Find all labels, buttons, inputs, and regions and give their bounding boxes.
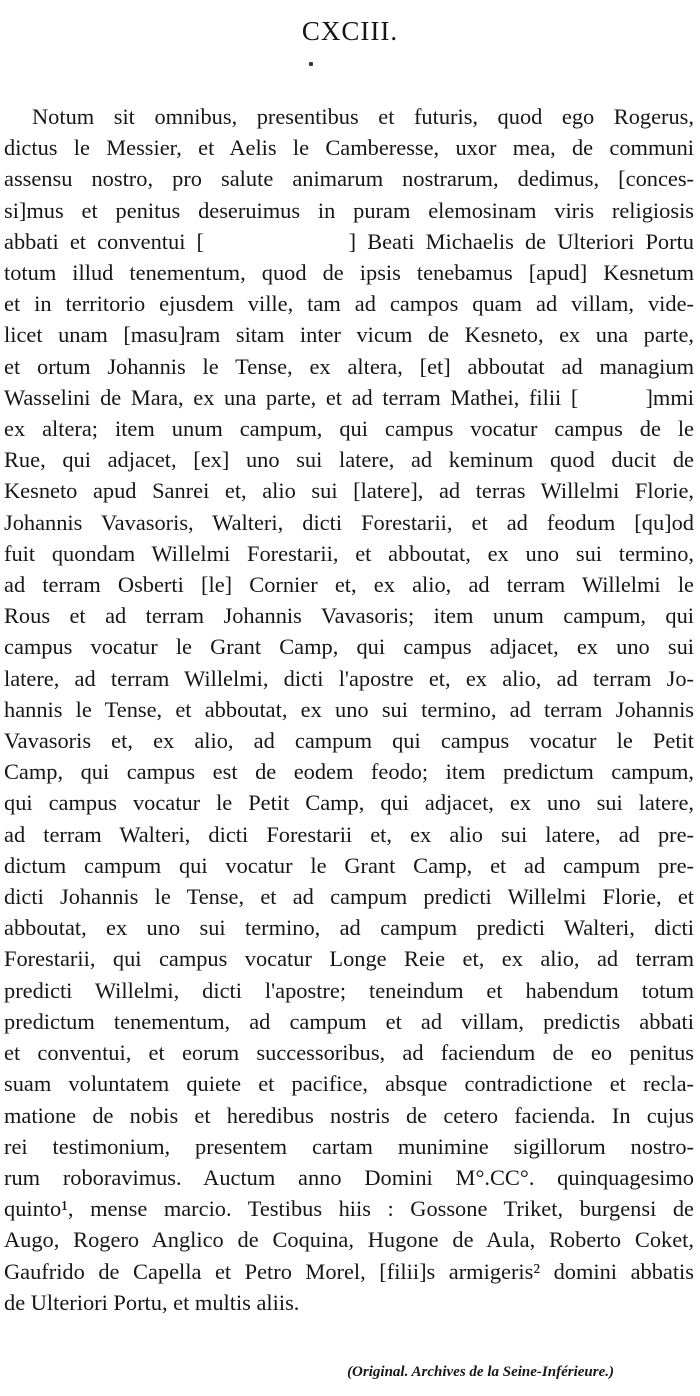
text-line: campus vocatur le Grant Camp, qui campus adjacet, ex uno sui <box>4 634 694 660</box>
charter-text <box>4 101 694 1318</box>
text-line: abboutat, ex uno sui termino, ad campum predicti Walteri, dicti <box>4 915 694 941</box>
text-line: dictum campum qui vocatur le Grant Camp, et ad campum pre- <box>4 852 694 878</box>
text-line: dictus le Messier, et Aelis le Camberesse, uxor mea, de communi <box>4 135 694 161</box>
text-line: predictum tenementum, ad campum et ad villam, predictis abbati <box>4 1008 694 1034</box>
text-line: ad terram Walteri, dicti Forestarii et, ex alio sui latere, ad pre- <box>4 821 694 847</box>
text-line: Rous et ad terram Johannis Vavasoris; item unum campum, qui <box>4 603 694 629</box>
text-line: fuit quondam Willelmi Forestarii, et abboutat, ex uno sui termino, <box>4 540 694 566</box>
text-line: latere, ad terram Willelmi, dicti l'apostre et, ex alio, ad terram Jo- <box>4 665 694 691</box>
text-line: matione de nobis et heredibus nostris de cetero facienda. In cujus <box>4 1102 694 1128</box>
text-line: Augo, Rogero Anglico de Coquina, Hugone de Aula, Roberto Coket, <box>4 1227 694 1253</box>
text-line: et in territorio ejusdem ville, tam ad campos quam ad villam, vide- <box>4 291 694 317</box>
text-line: rei testimonium, presentem cartam munimine sigillorum nostro- <box>4 1133 694 1159</box>
text-line: dicti Johannis le Tense, et ad campum predicti Willelmi Florie, et <box>4 884 694 910</box>
text-line: suam voluntatem quiete et pacifice, absque contradictione et recla- <box>4 1071 694 1097</box>
charter-number: CXCIII. <box>301 16 399 46</box>
text-line: qui campus vocatur le Petit Camp, qui adjacet, ex uno sui latere, <box>4 790 694 816</box>
text-line: licet unam [masu]ram sitam inter vicum de Kesneto, ex una parte, <box>4 322 694 348</box>
text-line: Gaufrido de Capella et Petro Morel, [filii]s armigeris² domini abbatis <box>4 1258 694 1284</box>
source-citation: (Original. Archives de la Seine-Inférieure.) <box>347 1364 614 1380</box>
text-line: quinto¹, mense marcio. Testibus hiis : Gossone Triket, burgensi de <box>4 1196 694 1222</box>
text-line: Rue, qui adjacet, [ex] uno sui latere, ad keminum quod ducit de <box>4 447 694 473</box>
text-line: Notum sit omnibus, presentibus et futuris, quod ego Rogerus, <box>32 104 694 129</box>
text-line: Forestarii, qui campus vocatur Longe Reie et, ex alio, ad terram <box>4 946 694 972</box>
text-line: Camp, qui campus est de eodem feodo; item predictum campum, <box>4 759 694 785</box>
text-line: hannis le Tense, et abboutat, ex uno sui termino, ad terram Johannis <box>4 696 694 722</box>
text-line: Johannis Vavasoris, Walteri, dicti Forestarii, et ad feodum [qu]od <box>4 509 694 535</box>
text-line: ad terram Osberti [le] Cornier et, ex alio, ad terram Willelmi le <box>4 572 694 598</box>
text-line: et conventui, et eorum successoribus, ad faciendum de eo penitus <box>4 1040 694 1066</box>
text-line: Wasselini de Mara, ex una parte, et ad terram Mathei, filii [ ]mmi <box>4 384 694 410</box>
text-line: Vavasoris et, ex alio, ad campum qui campus vocatur le Petit <box>4 728 694 754</box>
text-line: et ortum Johannis le Tense, ex altera, [et] abboutat ad managium <box>4 353 694 379</box>
decorative-dot <box>309 62 313 66</box>
text-line: assensu nostro, pro salute animarum nostrarum, dedimus, [conces- <box>4 166 694 192</box>
text-line: predicti Willelmi, dicti l'apostre; teneindum et habendum totum <box>4 977 694 1003</box>
text-line: Kesneto apud Sanrei et, alio sui [latere], ad terras Willelmi Florie, <box>4 478 694 504</box>
text-line: si]mus et penitus deseruimus in puram elemosinam viris religiosis <box>4 197 694 223</box>
text-line: de Ulteriori Portu, et multis aliis. <box>4 1289 300 1315</box>
text-line: totum illud tenementum, quod de ipsis tenebamus [apud] Kesnetum <box>4 260 694 286</box>
text-line: rum roboravimus. Auctum anno Domini M°.CC°. quinquagesimo <box>4 1164 694 1190</box>
text-line: ex altera; item unum campum, qui campus vocatur campus de le <box>4 416 694 442</box>
text-line: abbati et conventui [ ] Beati Michaelis de Ulteriori Portu <box>4 228 694 254</box>
